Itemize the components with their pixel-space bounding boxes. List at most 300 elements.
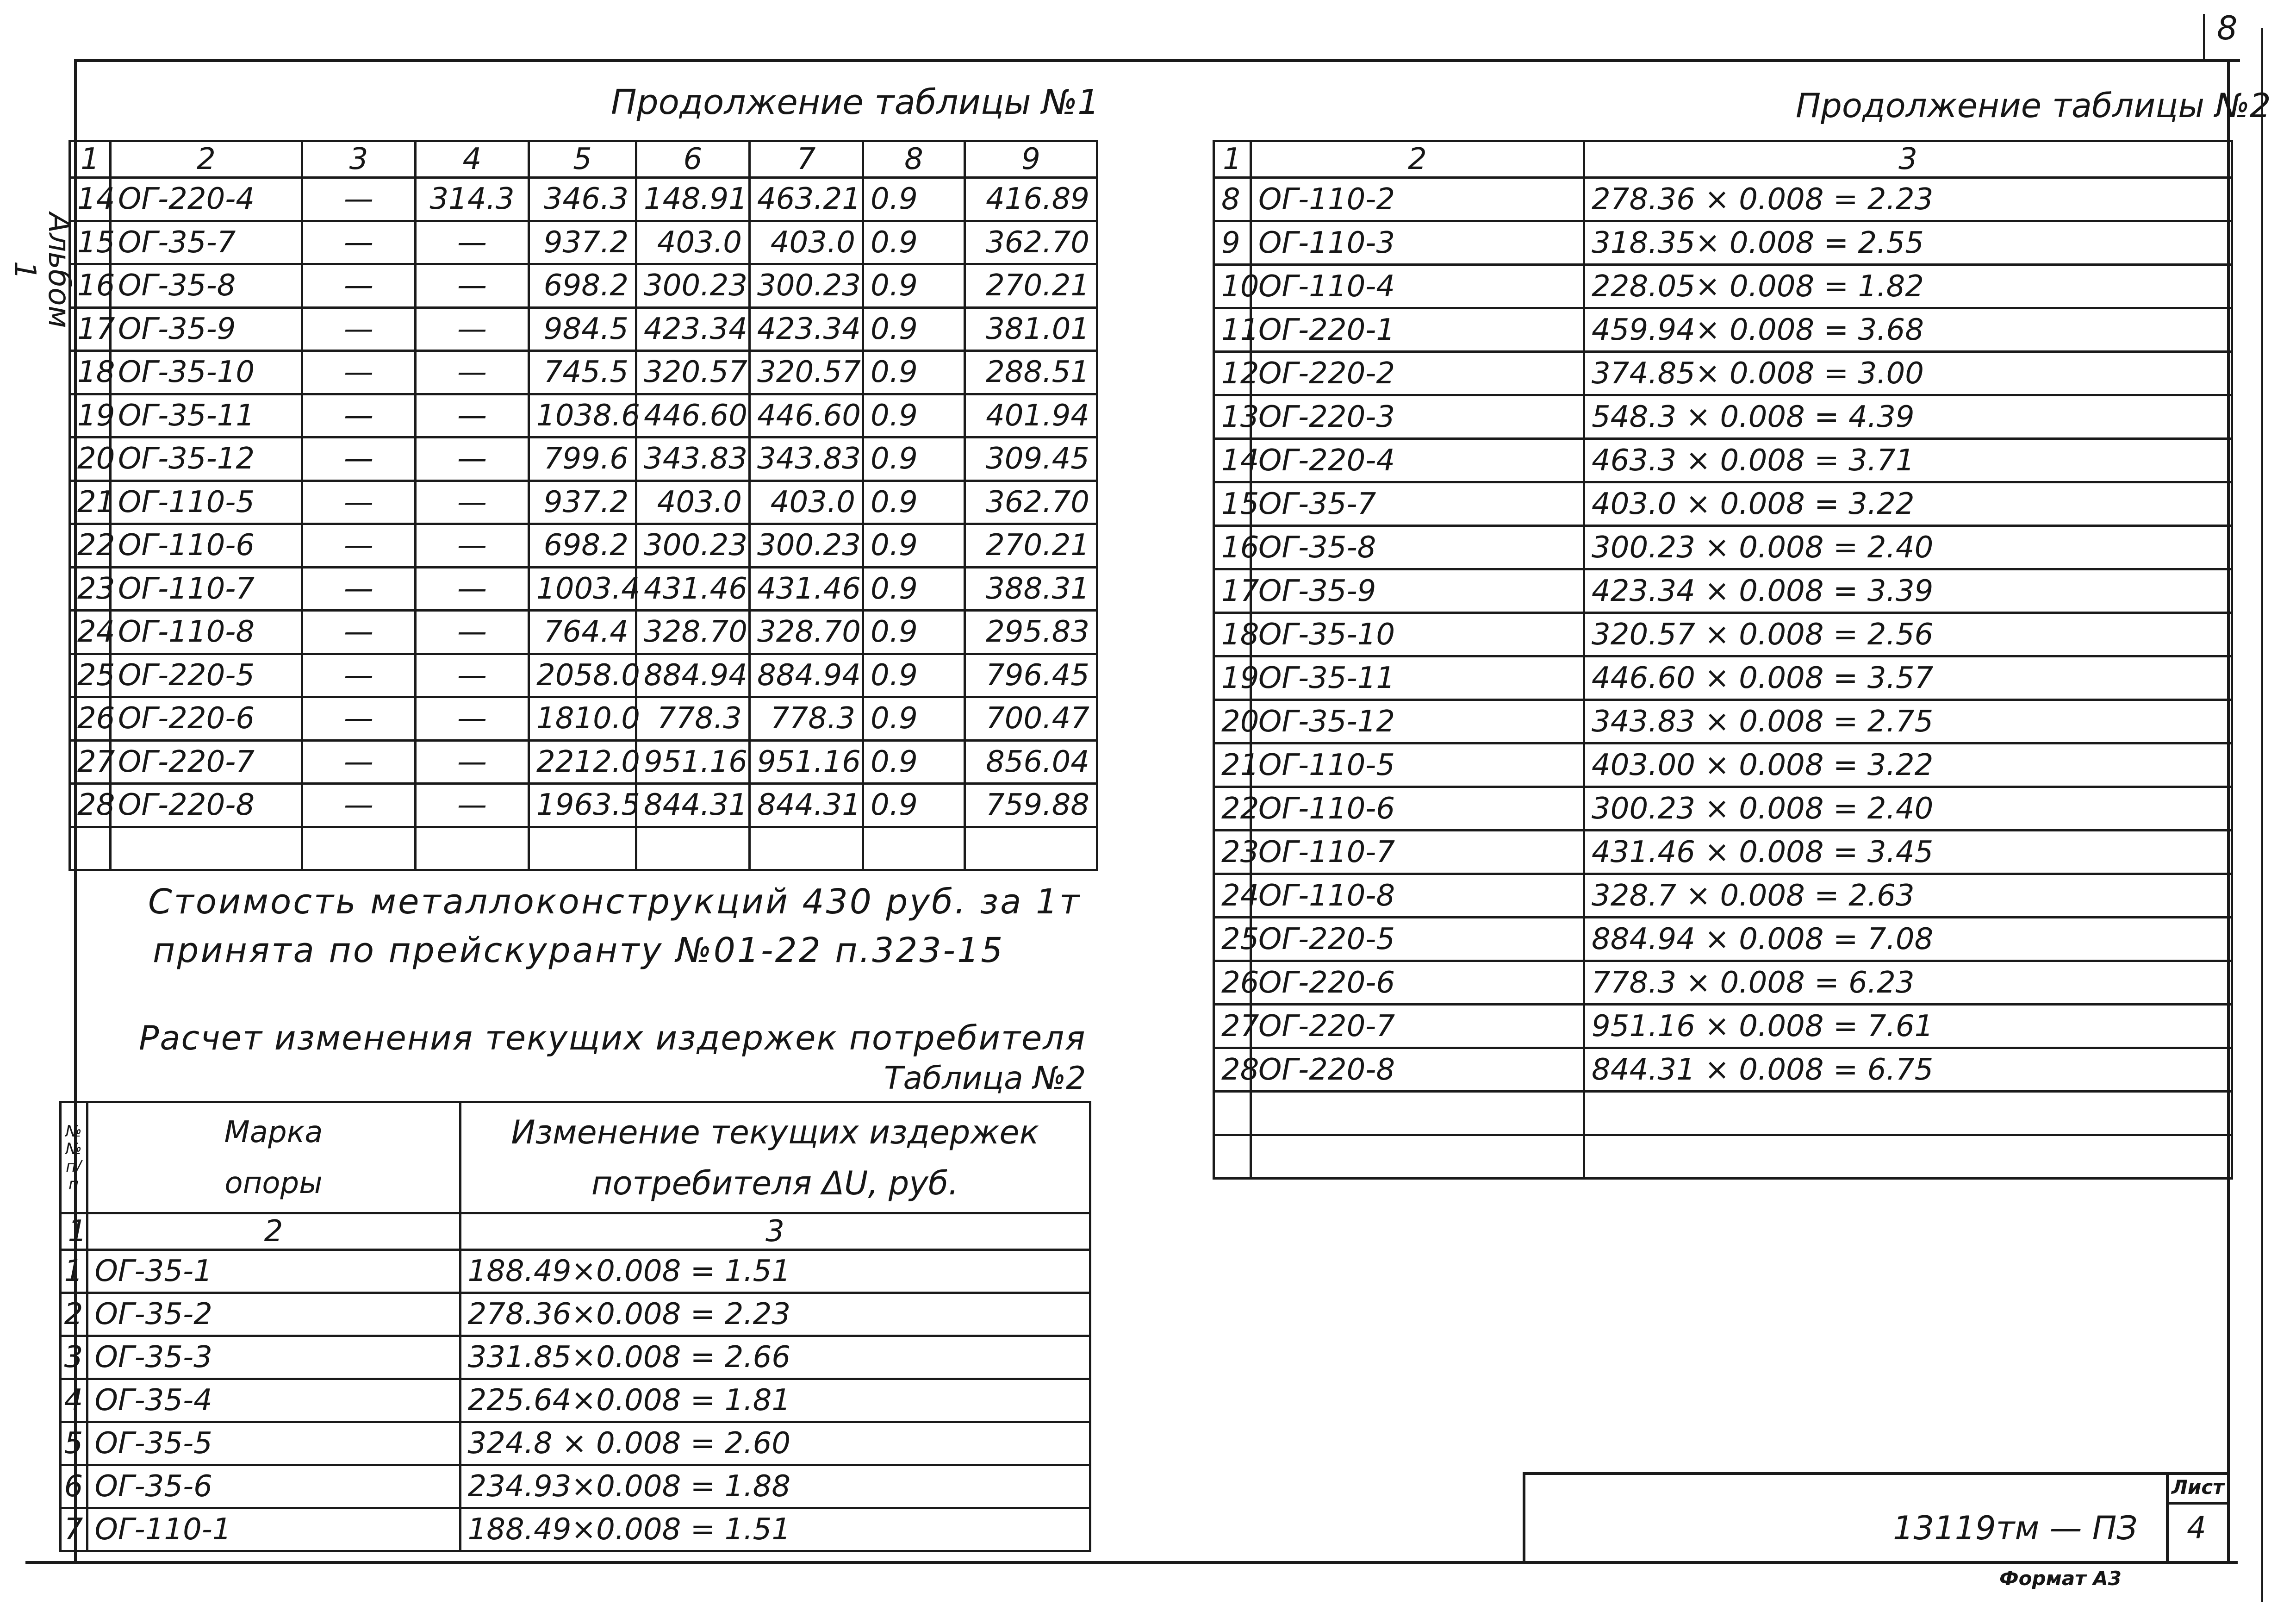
table3-cell: 228.05× 0.008 = 1.82 <box>1584 265 2232 308</box>
table1-cell <box>636 827 750 870</box>
table3-row <box>1214 308 2232 352</box>
table1-cell <box>70 827 111 870</box>
table3-row <box>1214 482 2232 526</box>
table1-cell: 431.46 <box>636 567 750 611</box>
table3-cell: ОГ-110-2 <box>1251 178 1584 221</box>
table1-cell: 17 <box>70 307 111 351</box>
table1-cell: 403.0 <box>636 221 750 264</box>
table1-cell: — <box>416 307 529 351</box>
table1-cell: 300.23 <box>750 524 863 568</box>
table1-cell: ОГ-220-7 <box>111 740 302 784</box>
table1-cell: 148.91 <box>636 178 750 221</box>
table1-cell: 15 <box>70 221 111 264</box>
table1-cell: 446.60 <box>750 394 863 437</box>
table3-cell: 12 <box>1214 352 1251 395</box>
table1-cell: 0.9 <box>863 307 965 351</box>
table3-cell: 328.7 × 0.008 = 2.63 <box>1584 874 2232 918</box>
table1-cell: 2058.0 <box>529 654 636 697</box>
table3-cell: 22 <box>1214 787 1251 831</box>
table1-cell: 799.6 <box>529 437 636 481</box>
table3-cell: 320.57 × 0.008 = 2.56 <box>1584 613 2232 656</box>
table3-cell: ОГ-220-3 <box>1251 395 1584 439</box>
table1-cell: ОГ-220-4 <box>111 178 302 221</box>
table2-margin-cell <box>25 1465 60 1508</box>
table2-row <box>25 1293 1090 1336</box>
table3-cell: ОГ-220-7 <box>1251 1005 1584 1048</box>
table3-row <box>1214 787 2232 831</box>
table1-row <box>70 481 1097 524</box>
table3-cell: ОГ-35-12 <box>1251 700 1584 743</box>
table2-head-change-line1: Изменение текущих издержек <box>511 1113 1039 1151</box>
table1-cell: — <box>302 481 416 524</box>
table1-cell: — <box>416 221 529 264</box>
table1-cell: 26 <box>70 697 111 741</box>
table3-cell: 16 <box>1214 526 1251 569</box>
table2-cell: 225.64×0.008 = 1.81 <box>460 1379 1090 1422</box>
table1-cell: 0.9 <box>863 697 965 741</box>
table1-header-cell: 5 <box>529 141 636 178</box>
table3-cell: 374.85× 0.008 = 3.00 <box>1584 352 2232 395</box>
table3-row <box>1214 613 2232 656</box>
table2-head-change <box>460 1102 1090 1213</box>
table1-cell: — <box>416 784 529 827</box>
table2-cell: ОГ-35-1 <box>87 1250 460 1293</box>
table2-cell: 188.49×0.008 = 1.51 <box>460 1508 1090 1551</box>
table2-colnum-1: 1 <box>60 1213 87 1250</box>
table1-row <box>70 437 1097 481</box>
table1-cell: 300.23 <box>750 264 863 308</box>
table1-cell: — <box>302 264 416 308</box>
table3-row <box>1214 700 2232 743</box>
table1-cell: 759.88 <box>965 784 1097 827</box>
table1-cell: — <box>302 567 416 611</box>
table1-cell: 698.2 <box>529 524 636 568</box>
table3-cell: 459.94× 0.008 = 3.68 <box>1584 308 2232 352</box>
table3-cell: 15 <box>1214 482 1251 526</box>
table1-cell: — <box>416 481 529 524</box>
table2-head-mark <box>87 1102 460 1213</box>
table1-header-cell: 7 <box>750 141 863 178</box>
table2-margin-cell <box>25 1422 60 1465</box>
table2-margin-cell <box>25 1379 60 1422</box>
table1-cell: 884.94 <box>636 654 750 697</box>
table2-head-num: № № п/п <box>60 1102 87 1213</box>
table1-row <box>70 654 1097 697</box>
table1-cell: 0.9 <box>863 611 965 654</box>
table3-cell: 26 <box>1214 961 1251 1005</box>
stamp-sheet-hline <box>2166 1502 2227 1505</box>
table1-title: Продолжение таблицы №1 <box>611 82 1100 122</box>
table1-cell: 1810.0 <box>529 697 636 741</box>
table2-row <box>25 1379 1090 1422</box>
table1-cell: 778.3 <box>750 697 863 741</box>
table1-cell: 23 <box>70 567 111 611</box>
table1-cell: 362.70 <box>965 221 1097 264</box>
table1-cell: 984.5 <box>529 307 636 351</box>
table1-cell: 0.9 <box>863 351 965 394</box>
table1-cell: 388.31 <box>965 567 1097 611</box>
table1-cell: 844.31 <box>636 784 750 827</box>
table3-row <box>1214 178 2232 221</box>
table1-cell: 0.9 <box>863 524 965 568</box>
table1-cell: 295.83 <box>965 611 1097 654</box>
table2-cell: ОГ-35-4 <box>87 1379 460 1422</box>
table2-cell: 5 <box>60 1422 87 1465</box>
table1-cell: 0.9 <box>863 481 965 524</box>
table1-cell: ОГ-35-8 <box>111 264 302 308</box>
table1-cell: 403.0 <box>636 481 750 524</box>
table2-cell: ОГ-35-2 <box>87 1293 460 1336</box>
table1-cell: — <box>416 697 529 741</box>
table2-row <box>25 1336 1090 1379</box>
table1-header-cell: 4 <box>416 141 529 178</box>
table1-cell: — <box>302 611 416 654</box>
table3-cell: 884.94 × 0.008 = 7.08 <box>1584 918 2232 961</box>
table1-cell: 745.5 <box>529 351 636 394</box>
table2-cell: 324.8 × 0.008 = 2.60 <box>460 1422 1090 1465</box>
table1-cell <box>863 827 965 870</box>
table3-cell: ОГ-110-8 <box>1251 874 1584 918</box>
table1-cell: — <box>416 567 529 611</box>
table3-row <box>1214 743 2232 787</box>
table1-cell: ОГ-110-6 <box>111 524 302 568</box>
table1-cell <box>529 827 636 870</box>
table3-cell: 300.23 × 0.008 = 2.40 <box>1584 526 2232 569</box>
table1-cell: 18 <box>70 351 111 394</box>
table3-cell: 548.3 × 0.008 = 4.39 <box>1584 395 2232 439</box>
table2-cell: 1 <box>60 1250 87 1293</box>
metal-cost-note-line1: Стоимость металлоконструкций 430 руб. за 1т <box>148 882 1082 922</box>
table2-head-mark-line1: Марка <box>224 1115 323 1149</box>
table1-header-cell: 1 <box>70 141 111 178</box>
table1-row <box>70 307 1097 351</box>
table1-cell: 2212.0 <box>529 740 636 784</box>
table2-margin-cell <box>25 1336 60 1379</box>
table1-cell: 343.83 <box>636 437 750 481</box>
table1-cell: 20 <box>70 437 111 481</box>
table1-row <box>70 351 1097 394</box>
table3-cell: ОГ-220-5 <box>1251 918 1584 961</box>
table1-cell: 314.3 <box>416 178 529 221</box>
table3-row <box>1214 961 2232 1005</box>
table1-row <box>70 827 1097 870</box>
table3-row <box>1214 831 2232 874</box>
table3-row <box>1214 874 2232 918</box>
format-label: Формат А3 <box>1999 1567 2122 1590</box>
table1-cell <box>416 827 529 870</box>
table1-header-cell: 9 <box>965 141 1097 178</box>
page-corner-number: 8 <box>2217 9 2238 47</box>
table3-title: Продолжение таблицы №2 <box>1796 86 2271 125</box>
table1-header-cell: 3 <box>302 141 416 178</box>
table3-cell: 18 <box>1214 613 1251 656</box>
table3-row <box>1214 569 2232 613</box>
table1-cell: ОГ-35-11 <box>111 394 302 437</box>
table1-row <box>70 740 1097 784</box>
table1-cell: — <box>302 524 416 568</box>
table1-cell: 0.9 <box>863 394 965 437</box>
table2-row <box>25 1422 1090 1465</box>
table1-cell: 844.31 <box>750 784 863 827</box>
table3-header-row <box>1214 141 2232 178</box>
table3-cell: 21 <box>1214 743 1251 787</box>
table3-cell: 25 <box>1214 918 1251 961</box>
table1-cell: — <box>416 740 529 784</box>
table3-cell: ОГ-35-10 <box>1251 613 1584 656</box>
stamp-sheet-divider <box>2166 1472 2169 1561</box>
table2-row <box>25 1465 1090 1508</box>
table3-cell: 8 <box>1214 178 1251 221</box>
table1-cell: 320.57 <box>636 351 750 394</box>
table1-cell: 309.45 <box>965 437 1097 481</box>
table1-cell: 884.94 <box>750 654 863 697</box>
table3-cell <box>1584 1135 2232 1179</box>
table1-header-row <box>70 141 1097 178</box>
table1-cell: 0.9 <box>863 784 965 827</box>
table1-cell: 423.34 <box>750 307 863 351</box>
table3-cell: ОГ-220-2 <box>1251 352 1584 395</box>
table3-cell: ОГ-110-6 <box>1251 787 1584 831</box>
table3-cell: ОГ-110-3 <box>1251 221 1584 265</box>
table3-row <box>1214 656 2232 700</box>
table1-cell: — <box>416 394 529 437</box>
table1-cell: 0.9 <box>863 221 965 264</box>
table1-cell: 423.34 <box>636 307 750 351</box>
table3-cell: ОГ-110-4 <box>1251 265 1584 308</box>
table2-cell: 278.36×0.008 = 2.23 <box>460 1293 1090 1336</box>
table3-cell: 10 <box>1214 265 1251 308</box>
table1-cell: 416.89 <box>965 178 1097 221</box>
table1-cell: — <box>416 351 529 394</box>
table1-cell: 16 <box>70 264 111 308</box>
table1-cell: — <box>302 178 416 221</box>
table3-cell: 446.60 × 0.008 = 3.57 <box>1584 656 2232 700</box>
table2-head-change-line2: потребителя ΔU, руб. <box>591 1164 959 1202</box>
table3-row <box>1214 395 2232 439</box>
table3-cell: ОГ-220-6 <box>1251 961 1584 1005</box>
table1-cell: 343.83 <box>750 437 863 481</box>
table1-cell: — <box>302 740 416 784</box>
table1-cell: 28 <box>70 784 111 827</box>
table3-header-cell: 2 <box>1251 141 1584 178</box>
table2-row <box>25 1250 1090 1293</box>
table1-cell: ОГ-110-5 <box>111 481 302 524</box>
table1-cell <box>111 827 302 870</box>
table1-cell: 951.16 <box>750 740 863 784</box>
table1-cell: 463.21 <box>750 178 863 221</box>
table1-cell: — <box>302 654 416 697</box>
table1-cell: — <box>302 437 416 481</box>
table1-cell: ОГ-35-12 <box>111 437 302 481</box>
table1-cell: ОГ-35-7 <box>111 221 302 264</box>
table1-cell: 22 <box>70 524 111 568</box>
table1-cell: ОГ-110-7 <box>111 567 302 611</box>
table3-cell: 778.3 × 0.008 = 6.23 <box>1584 961 2232 1005</box>
table2-cell: 4 <box>60 1379 87 1422</box>
table2-cell: ОГ-110-1 <box>87 1508 460 1551</box>
table1-cell: 24 <box>70 611 111 654</box>
table1-cell: 288.51 <box>965 351 1097 394</box>
table1-row <box>70 394 1097 437</box>
table1-cell: 764.4 <box>529 611 636 654</box>
table3-cell: ОГ-220-8 <box>1251 1048 1584 1092</box>
table1-cell: 403.0 <box>750 481 863 524</box>
table3-row <box>1214 221 2232 265</box>
table1-cell: 25 <box>70 654 111 697</box>
table3-row <box>1214 1005 2232 1048</box>
table1-cell: 778.3 <box>636 697 750 741</box>
table3-cell: 318.35× 0.008 = 2.55 <box>1584 221 2232 265</box>
table3-header-cell: 3 <box>1584 141 2232 178</box>
table3-cell: 9 <box>1214 221 1251 265</box>
table1-cell: ОГ-35-10 <box>111 351 302 394</box>
table3-cell: 463.3 × 0.008 = 3.71 <box>1584 439 2232 482</box>
table3-cell: ОГ-220-4 <box>1251 439 1584 482</box>
table1-cell <box>965 827 1097 870</box>
table1-cell: 698.2 <box>529 264 636 308</box>
table2-margin-cell <box>25 1293 60 1336</box>
table1-cell: — <box>302 221 416 264</box>
table3-cell: 403.00 × 0.008 = 3.22 <box>1584 743 2232 787</box>
table3-cell: 343.83 × 0.008 = 2.75 <box>1584 700 2232 743</box>
table1-cell: ОГ-110-8 <box>111 611 302 654</box>
table3-row <box>1214 1048 2232 1092</box>
table1-cell: 346.3 <box>529 178 636 221</box>
table3-cell: 23 <box>1214 831 1251 874</box>
table1-cell: 362.70 <box>965 481 1097 524</box>
table1-cell: — <box>416 524 529 568</box>
table3-cell: ОГ-220-1 <box>1251 308 1584 352</box>
table1-cell: 401.94 <box>965 394 1097 437</box>
table3-cell: 431.46 × 0.008 = 3.45 <box>1584 831 2232 874</box>
table3-cell: ОГ-35-7 <box>1251 482 1584 526</box>
table1-row <box>70 611 1097 654</box>
table1-cell: — <box>416 437 529 481</box>
table2-cell: 7 <box>60 1508 87 1551</box>
table3-cell: 13 <box>1214 395 1251 439</box>
stamp-sheet-number: 4 <box>2187 1510 2206 1546</box>
table1-cell: — <box>302 784 416 827</box>
table1-cell: 700.47 <box>965 697 1097 741</box>
table2-margin-cell <box>25 1508 60 1551</box>
table3-cell: 844.31 × 0.008 = 6.75 <box>1584 1048 2232 1092</box>
table1-cell: 937.2 <box>529 221 636 264</box>
table3-cell: 300.23 × 0.008 = 2.40 <box>1584 787 2232 831</box>
table1-cell: 328.70 <box>636 611 750 654</box>
table1-cell: 270.21 <box>965 524 1097 568</box>
table1-cell: — <box>302 697 416 741</box>
table1-cell: 0.9 <box>863 654 965 697</box>
table2-cell: ОГ-35-6 <box>87 1465 460 1508</box>
table1-cell: 951.16 <box>636 740 750 784</box>
table1 <box>68 140 1098 871</box>
table1-header-cell: 2 <box>111 141 302 178</box>
table1-cell: 300.23 <box>636 264 750 308</box>
table1-cell: 796.45 <box>965 654 1097 697</box>
table1-cell: — <box>416 654 529 697</box>
table2-cell: 188.49×0.008 = 1.51 <box>460 1250 1090 1293</box>
table1-cell: 1038.6 <box>529 394 636 437</box>
corner-box-line <box>2203 14 2205 59</box>
table2-cell: 331.85×0.008 = 2.66 <box>460 1336 1090 1379</box>
metal-cost-note-line2: принята по прейскуранту №01-22 п.323-15 <box>153 931 1005 970</box>
table3-cell: 27 <box>1214 1005 1251 1048</box>
table1-cell: — <box>302 307 416 351</box>
table2-margin-cell <box>25 1102 60 1213</box>
table1-cell: — <box>416 611 529 654</box>
table1-cell: 0.9 <box>863 178 965 221</box>
table3-cell: ОГ-110-7 <box>1251 831 1584 874</box>
table1-cell <box>750 827 863 870</box>
table3-row <box>1214 1135 2232 1179</box>
table1-cell: ОГ-220-5 <box>111 654 302 697</box>
table3-cell: 951.16 × 0.008 = 7.61 <box>1584 1005 2232 1048</box>
table2-cell: 234.93×0.008 = 1.88 <box>460 1465 1090 1508</box>
table2-cell: ОГ-35-3 <box>87 1336 460 1379</box>
table1-row <box>70 784 1097 827</box>
table1-cell: 328.70 <box>750 611 863 654</box>
table3-cell: ОГ-110-5 <box>1251 743 1584 787</box>
table2-head-mark-line2: опоры <box>224 1166 323 1200</box>
table3-row <box>1214 439 2232 482</box>
table3-cell: ОГ-35-11 <box>1251 656 1584 700</box>
table1-cell: — <box>416 264 529 308</box>
table3-cell <box>1251 1092 1584 1135</box>
table3-cell: 14 <box>1214 439 1251 482</box>
table2-row <box>25 1508 1090 1551</box>
table1-cell: — <box>302 351 416 394</box>
calc-title: Расчет изменения текущих издержек потребителя <box>139 1018 1086 1057</box>
table2-cell: ОГ-35-5 <box>87 1422 460 1465</box>
table3-cell: 17 <box>1214 569 1251 613</box>
table3-cell: 278.36 × 0.008 = 2.23 <box>1584 178 2232 221</box>
table1-cell: 0.9 <box>863 740 965 784</box>
table1-row <box>70 178 1097 221</box>
table1-row <box>70 697 1097 741</box>
table1-row <box>70 567 1097 611</box>
table1-cell: 403.0 <box>750 221 863 264</box>
table3-cell: 19 <box>1214 656 1251 700</box>
outer-right-line <box>2261 28 2263 1602</box>
table1-cell: ОГ-220-8 <box>111 784 302 827</box>
table1-row <box>70 221 1097 264</box>
table1-cell: 381.01 <box>965 307 1097 351</box>
table1-cell <box>302 827 416 870</box>
table3-header-cell: 1 <box>1214 141 1251 178</box>
table1-cell: 14 <box>70 178 111 221</box>
frame-top-line <box>74 59 2240 62</box>
table1-header-cell: 6 <box>636 141 750 178</box>
table1-cell: 19 <box>70 394 111 437</box>
table2-colnum-3: 3 <box>460 1213 1090 1250</box>
table1-header-cell: 8 <box>863 141 965 178</box>
table1-cell: 431.46 <box>750 567 863 611</box>
table2-cell: 3 <box>60 1336 87 1379</box>
table3-cell <box>1584 1092 2232 1135</box>
table3-cell: 423.34 × 0.008 = 3.39 <box>1584 569 2232 613</box>
table2 <box>25 1101 1091 1552</box>
table1-cell: 1963.5 <box>529 784 636 827</box>
stamp-sheet-label: Лист <box>2172 1476 2224 1499</box>
table3-cell: 24 <box>1214 874 1251 918</box>
table2-colnum-2: 2 <box>87 1213 460 1250</box>
table3 <box>1213 140 2233 1180</box>
table1-cell: 0.9 <box>863 264 965 308</box>
table3-cell <box>1214 1135 1251 1179</box>
table3-cell: 20 <box>1214 700 1251 743</box>
stamp-doc-code: 13119тм — ПЗ <box>1893 1509 2138 1547</box>
table1-cell: 1003.4 <box>529 567 636 611</box>
